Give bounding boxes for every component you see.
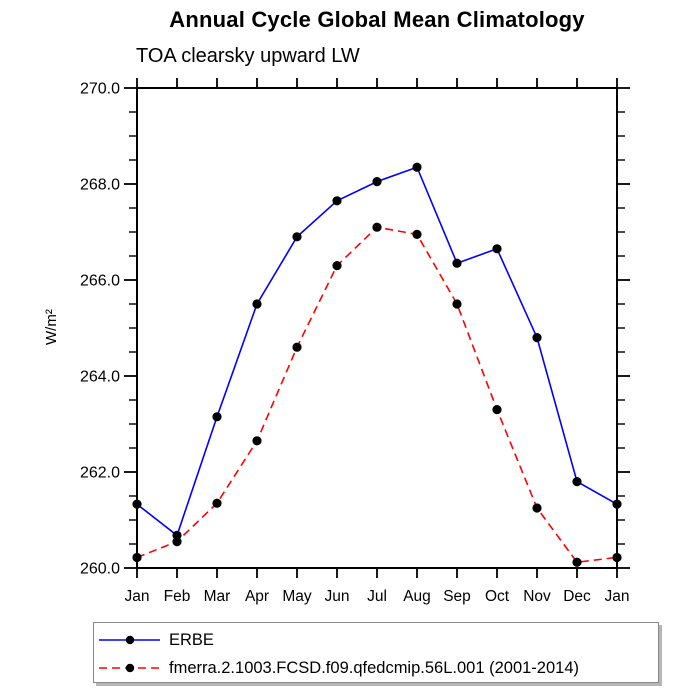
x-tick-label: Jan	[604, 588, 630, 605]
data-point	[372, 223, 381, 232]
data-point	[252, 299, 261, 308]
data-point	[492, 405, 501, 414]
data-point	[612, 500, 621, 509]
x-tick-label: Oct	[484, 588, 510, 605]
chart-subtitle: TOA clearsky upward LW	[136, 45, 360, 67]
data-point	[452, 259, 461, 268]
y-tick-label: 270.0	[79, 80, 120, 98]
data-point	[332, 196, 341, 205]
x-tick-label: Mar	[203, 588, 231, 605]
legend-line-sample-fmerra	[96, 657, 162, 679]
data-point	[532, 333, 541, 342]
chart-title: Annual Cycle Global Mean Climatology	[169, 7, 585, 32]
data-point	[332, 261, 341, 270]
y-tick-label: 266.0	[79, 272, 120, 290]
legend-item-erbe	[96, 626, 658, 654]
x-tick-label: Sep	[443, 588, 471, 605]
data-point	[172, 537, 181, 546]
legend-sample-marker	[126, 664, 134, 672]
data-point	[572, 477, 581, 486]
legend	[93, 622, 659, 683]
data-point	[492, 244, 501, 253]
x-tick-label: Jul	[367, 588, 387, 605]
y-tick-label: 262.0	[79, 464, 120, 482]
x-tick-label: Aug	[403, 588, 431, 605]
series-line-erbe	[137, 167, 617, 535]
series-line-fmerra	[137, 227, 617, 562]
data-point	[452, 299, 461, 308]
legend-label-erbe: ERBE	[169, 630, 214, 649]
x-tick-label: Jan	[124, 588, 150, 605]
y-tick-label: 264.0	[79, 368, 120, 386]
plot-frame	[137, 88, 617, 568]
x-tick-label: Apr	[244, 588, 270, 605]
data-point	[252, 436, 261, 445]
x-tick-label: Dec	[563, 588, 591, 605]
legend-item-fmerra	[96, 654, 658, 682]
data-point	[412, 230, 421, 239]
x-tick-label: Nov	[523, 588, 551, 605]
legend-line-sample-erbe	[96, 629, 162, 651]
y-tick-label: 268.0	[79, 176, 120, 194]
data-point	[212, 412, 221, 421]
data-point	[532, 503, 541, 512]
y-tick-label: 260.0	[79, 560, 120, 578]
data-point	[292, 232, 301, 241]
data-point	[132, 500, 141, 509]
y-axis-label: W/m²	[43, 309, 60, 345]
data-point	[572, 558, 581, 567]
data-point	[132, 553, 141, 562]
data-point	[412, 163, 421, 172]
data-point	[612, 553, 621, 562]
legend-label-fmerra: fmerra.2.1003.FCSD.f09.qfedcmip.56L.001 (2001-2014)	[169, 658, 579, 677]
data-point	[212, 499, 221, 508]
legend-sample-marker	[126, 636, 134, 644]
data-point	[292, 343, 301, 352]
x-tick-label: Feb	[163, 588, 191, 605]
x-tick-label: Jun	[324, 588, 350, 605]
x-tick-label: May	[282, 588, 312, 605]
data-point	[372, 177, 381, 186]
